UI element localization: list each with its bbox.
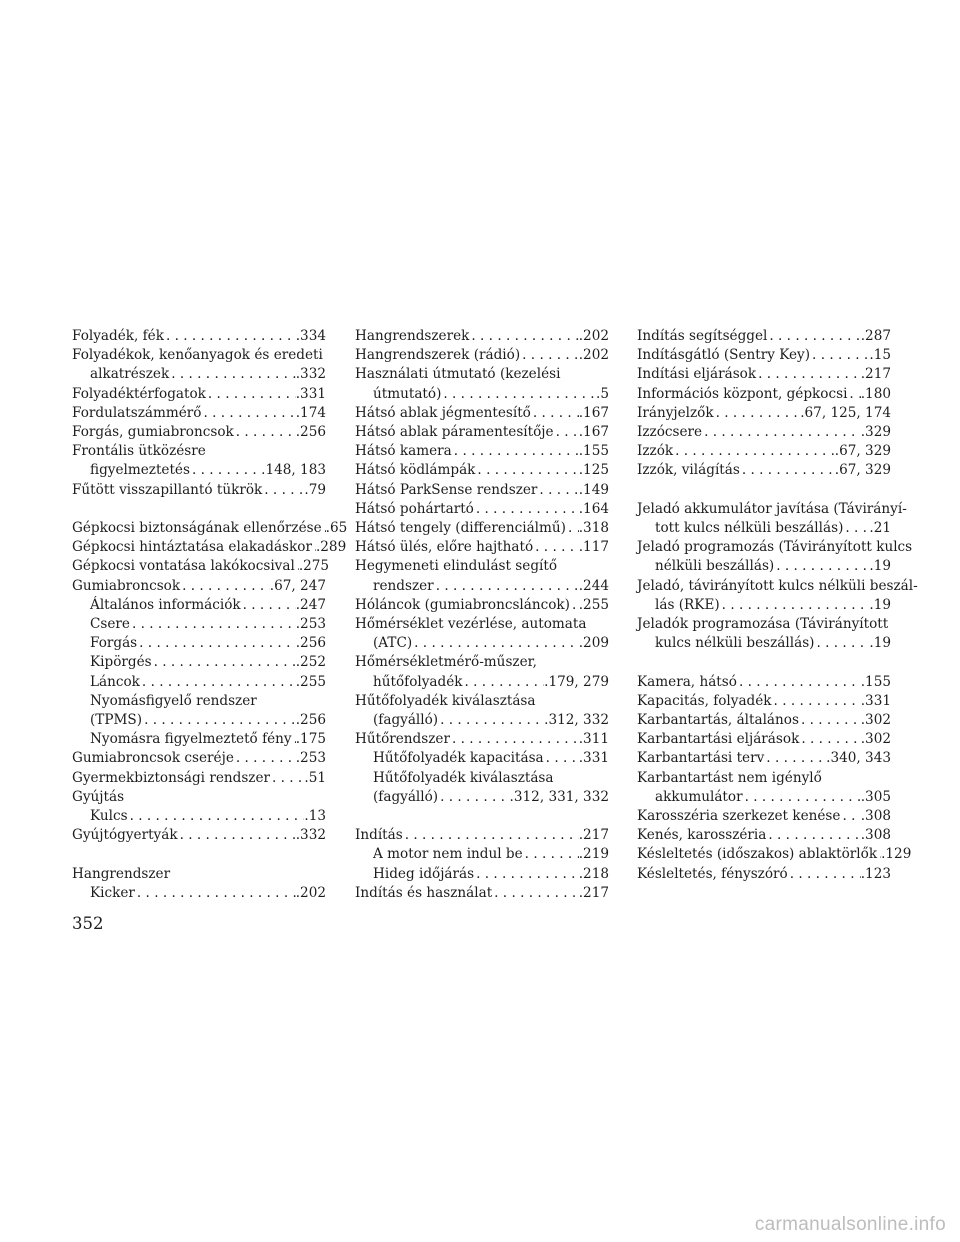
page-reference: .167 <box>578 404 609 421</box>
dot-leader <box>241 596 296 615</box>
index-entry <box>72 711 326 730</box>
index-term: (ATC) <box>373 635 413 652</box>
page-reference: .180 <box>860 385 891 402</box>
dot-leader <box>450 730 579 749</box>
dot-leader <box>403 826 579 845</box>
page-reference: .219 <box>578 846 609 863</box>
index-entry <box>72 807 326 826</box>
page-reference: .331 <box>295 385 326 402</box>
index-entry <box>637 634 891 653</box>
index-entry <box>355 500 609 519</box>
page-reference: .13 <box>304 808 326 825</box>
dot-leader <box>438 788 509 807</box>
index-term: Izzók, világítás <box>637 462 740 479</box>
dot-leader <box>772 692 861 711</box>
index-term: (fagyálló) <box>373 712 439 729</box>
dot-leader <box>843 519 869 538</box>
page-reference: .123 <box>860 865 891 882</box>
dot-leader <box>737 673 861 692</box>
index-heading: Hegymeneti elindulást segítő <box>355 558 558 575</box>
index-term: Hűtőfolyadék kapacitása <box>373 750 544 767</box>
page-reference: .155 <box>860 673 891 690</box>
index-term: Kicker <box>90 884 135 901</box>
dot-leader <box>756 365 861 384</box>
page-reference: .15 <box>869 347 891 364</box>
index-term: Gépkocsi hintáztatása elakadáskor <box>72 539 312 556</box>
page-reference: .174 <box>295 404 326 421</box>
dot-leader <box>164 327 296 346</box>
page-reference: .308 <box>860 827 891 844</box>
index-term: Hátsó ablak jégmentesítő <box>355 404 531 421</box>
index-entry <box>637 442 891 461</box>
page-reference: .308 <box>860 808 891 825</box>
index-heading: Jeladó, távirányított kulcs nélküli beszál- <box>637 577 918 594</box>
page-reference: .202 <box>578 347 609 364</box>
index-entry <box>355 346 609 365</box>
dot-leader <box>799 711 861 730</box>
page-reference: .19 <box>869 635 891 652</box>
index-heading: Jeladó akkumulátor javítása (Távirányí- <box>637 500 907 517</box>
dot-leader <box>847 385 860 404</box>
index-term: Kamera, hátsó <box>637 673 737 690</box>
index-heading: Jeladók programozása (Távirányított <box>637 616 889 633</box>
index-entry <box>72 385 326 404</box>
index-spacer <box>637 653 891 672</box>
index-term: Láncok <box>90 673 140 690</box>
dot-leader <box>533 538 579 557</box>
index-heading: Gyújtás <box>72 788 125 805</box>
index-term: akkumulátor <box>655 788 743 805</box>
index-heading: Folyadékok, kenőanyagok és eredeti <box>72 347 323 364</box>
index-term: alkatrészek <box>90 366 170 383</box>
index-entry <box>72 730 326 749</box>
page-reference: .79 <box>304 481 326 498</box>
index-term: Nyomásra figyelmeztető fény <box>90 731 292 748</box>
dot-leader <box>137 634 296 653</box>
dot-leader <box>492 884 579 903</box>
index-term: Karbantartás, általános <box>637 712 799 729</box>
dot-leader <box>140 673 296 692</box>
index-entry <box>637 365 891 384</box>
index-heading: Hőmérsékletmérő-műszer, <box>355 654 537 671</box>
watermark: carmanualsonline.info <box>754 1214 946 1235</box>
page-reference: .253 <box>295 750 326 767</box>
index-entry <box>72 577 326 596</box>
page-reference: .155 <box>578 443 609 460</box>
dot-leader <box>544 749 579 768</box>
page-reference: .21 <box>869 520 891 537</box>
index-entry <box>72 826 326 845</box>
index-entry <box>72 884 326 903</box>
index-entry <box>355 538 609 557</box>
page-reference: .218 <box>578 865 609 882</box>
dot-leader <box>474 865 579 884</box>
index-entry <box>355 634 609 653</box>
page-reference: .256 <box>295 424 326 441</box>
dot-leader <box>814 634 869 653</box>
index-column-1 <box>72 327 348 903</box>
index-term: Hátsó ködlámpák <box>355 462 476 479</box>
page-reference: .331 <box>578 750 609 767</box>
dot-leader <box>135 884 296 903</box>
index-term: Információs központ, gépkocsi <box>637 385 848 402</box>
index-term: Csere <box>90 616 130 633</box>
index-term: útmutató) <box>373 385 442 402</box>
index-term: rendszer <box>373 577 434 594</box>
index-heading: Hőmérséklet vezérlése, automata <box>355 616 587 633</box>
page-reference: .149 <box>578 481 609 498</box>
index-heading: Karbantartást nem igénylő <box>637 769 822 786</box>
page-reference: .302 <box>860 712 891 729</box>
index-entry <box>72 634 326 653</box>
index-entry <box>355 884 609 903</box>
index-entry <box>355 519 609 538</box>
index-term: Izzócsere <box>637 424 703 441</box>
index-term: Forgás <box>90 635 138 652</box>
index-entry <box>355 865 609 884</box>
index-term: Általános információk <box>90 596 241 613</box>
dot-leader <box>523 845 579 864</box>
index-entry <box>355 673 609 692</box>
index-term: tott kulcs nélküli beszállás) <box>655 520 844 537</box>
dot-leader <box>799 730 860 749</box>
page-reference: .5 <box>596 385 609 402</box>
index-term: Indítás és használat <box>355 884 493 901</box>
index-entry <box>72 653 326 672</box>
dot-leader <box>206 385 296 404</box>
index-term: Hátsó ParkSense rendszer <box>355 481 538 498</box>
index-entry <box>637 711 891 730</box>
page-reference: .302 <box>860 731 891 748</box>
index-term: Késleltetés, fényszóró <box>637 865 788 882</box>
dot-leader <box>767 327 860 346</box>
index-term: (fagyálló) <box>373 788 439 805</box>
index-entry <box>637 845 912 864</box>
page-reference: .256 <box>295 712 326 729</box>
index-entry <box>637 807 891 826</box>
page-reference: .311 <box>578 731 609 748</box>
index-entry <box>637 385 891 404</box>
page-reference: .332 <box>295 827 326 844</box>
index-entry <box>355 423 609 442</box>
page-reference: .244 <box>578 577 609 594</box>
index-entry <box>72 749 326 768</box>
page-reference: .67, 329 <box>834 443 891 460</box>
index-entry <box>72 327 326 346</box>
index-term: Hangrendszerek <box>355 328 470 344</box>
page-reference: .332 <box>295 366 326 383</box>
page-reference: .289 <box>315 539 347 556</box>
index-term: A motor nem indul be <box>373 846 523 863</box>
dot-leader <box>554 423 579 442</box>
index-entry <box>355 749 609 768</box>
index-term: nélküli beszállás) <box>655 558 775 575</box>
index-term: Indítás <box>355 827 403 844</box>
index-entry <box>355 711 609 730</box>
dot-leader <box>537 481 578 500</box>
index-entry <box>355 404 609 423</box>
index-entry <box>637 826 891 845</box>
index-entry <box>637 730 891 749</box>
dot-leader <box>469 327 578 346</box>
dot-leader <box>412 634 579 653</box>
index-term: Hátsó kamera <box>355 443 452 460</box>
index-entry <box>72 557 330 576</box>
page-reference: .255 <box>578 596 609 613</box>
page-reference: .305 <box>860 788 891 805</box>
page-reference: .19 <box>869 596 891 613</box>
page-number: 352 <box>72 914 104 933</box>
index-entry <box>355 327 609 346</box>
page-reference: .164 <box>578 500 609 517</box>
dot-leader <box>774 557 869 576</box>
index-term: Folyadék, fék <box>72 328 164 344</box>
index-term: Hóláncok (gumiabroncsláncok) <box>355 596 570 613</box>
index-term: Késleltetés (időszakos) ablaktörlők <box>637 846 878 863</box>
page-reference: .255 <box>295 673 326 690</box>
dot-leader <box>190 461 261 480</box>
index-term: Gépkocsi vontatása lakókocsival <box>72 558 295 575</box>
index-term: Folyadéktérfogatok <box>72 385 206 402</box>
page-reference: .125 <box>578 462 609 479</box>
page-reference: .51 <box>304 769 326 786</box>
index-entry <box>72 461 326 480</box>
dot-leader <box>270 769 304 788</box>
index-entry <box>355 826 609 845</box>
index-entry <box>637 346 891 365</box>
index-spacer <box>72 845 326 864</box>
dot-leader <box>531 404 579 423</box>
index-entry <box>72 481 326 500</box>
index-heading: Használati útmutató (kezelési <box>355 366 561 383</box>
index-term: Hátsó ablak páramentesítője <box>355 424 554 441</box>
dot-leader <box>743 788 861 807</box>
index-entry <box>72 615 326 634</box>
index-term: figyelmeztetés <box>90 462 190 479</box>
page-reference: .252 <box>295 654 326 671</box>
page-reference: .275 <box>298 558 330 575</box>
index-entry <box>355 596 609 615</box>
dot-leader <box>178 826 296 845</box>
dot-leader <box>438 711 544 730</box>
index-spacer <box>72 500 326 519</box>
index-entry <box>355 788 609 807</box>
index-entry <box>355 385 609 404</box>
index-term: (TPMS) <box>90 712 143 729</box>
dot-leader <box>142 711 296 730</box>
index-heading: Hangrendszer <box>72 865 171 882</box>
page-reference: .287 <box>860 328 891 344</box>
index-term: Indításgátló (Sentry Key) <box>637 347 811 364</box>
page-reference: .129 <box>881 846 912 863</box>
index-entry <box>72 423 326 442</box>
index-term: Kipörgés <box>90 654 152 671</box>
index-term: Hátsó pohártartó <box>355 500 474 517</box>
index-entry <box>355 481 609 500</box>
dot-leader <box>570 596 579 615</box>
index-term: lás (RKE) <box>655 596 720 613</box>
index-entry <box>355 730 609 749</box>
index-term: Kapacitás, folyadék <box>637 692 772 709</box>
dot-leader <box>673 442 835 461</box>
page-reference: .340, 343 <box>826 750 891 767</box>
dot-leader <box>810 346 869 365</box>
page-reference: .148, 183 <box>261 462 326 479</box>
page-reference: .217 <box>578 884 609 901</box>
index-term: Gyújtógyertyák <box>72 827 178 844</box>
page-reference: .312, 331, 332 <box>509 788 609 805</box>
index-entry <box>355 845 609 864</box>
page-reference: .167 <box>578 424 609 441</box>
index-heading: Jeladó programozás (Távirányított kulcs <box>637 539 913 556</box>
index-entry <box>355 442 609 461</box>
index-term: Karosszéria szerkezet kenése <box>637 808 841 825</box>
dot-leader <box>764 749 826 768</box>
index-heading: Hűtőfolyadék kiválasztása <box>355 692 536 709</box>
index-entry <box>637 749 891 768</box>
dot-leader <box>463 673 545 692</box>
index-term: Hátsó ülés, előre hajtható <box>355 539 534 556</box>
index-entry <box>72 596 326 615</box>
dot-leader <box>566 519 579 538</box>
dot-leader <box>128 807 305 826</box>
index-term: Hűtőrendszer <box>355 731 450 748</box>
index-entry <box>72 365 326 384</box>
dot-leader <box>169 365 295 384</box>
dot-leader <box>475 461 578 480</box>
page-reference: .67, 329 <box>834 462 891 479</box>
index-term: kulcs nélküli beszállás) <box>655 635 815 652</box>
dot-leader <box>520 346 579 365</box>
index-term: Karbantartási eljárások <box>637 731 800 748</box>
index-term: Fűtött visszapillantó tükrök <box>72 481 263 498</box>
page-reference: .217 <box>578 827 609 844</box>
index-term: Kenés, karosszéria <box>637 827 767 844</box>
index-column-2 <box>355 327 609 903</box>
index-entry <box>637 692 891 711</box>
page-reference: .67, 125, 174 <box>800 404 891 421</box>
page-reference: .209 <box>578 635 609 652</box>
dot-leader <box>202 404 296 423</box>
page-reference: .179, 279 <box>544 673 609 690</box>
page-reference: .67, 247 <box>269 577 326 594</box>
page-reference: .175 <box>295 731 326 748</box>
dot-leader <box>234 749 296 768</box>
index-entry <box>637 327 891 346</box>
index-term: Gumiabroncsok cseréje <box>72 750 234 767</box>
index-term: Hangrendszerek (rádió) <box>355 347 521 364</box>
page-reference: .65 <box>325 520 348 537</box>
page-reference: .329 <box>860 424 891 441</box>
index-entry <box>637 461 891 480</box>
dot-leader <box>720 596 870 615</box>
dot-leader <box>702 423 861 442</box>
index-term: Hátsó tengely (differenciálmű) <box>355 520 566 537</box>
page-reference: .217 <box>860 366 891 383</box>
dot-leader <box>152 653 296 672</box>
dot-leader <box>840 807 860 826</box>
index-spacer <box>637 481 891 500</box>
index-entry <box>637 404 891 423</box>
index-entry <box>72 769 326 788</box>
index-term: Hideg időjárás <box>373 865 475 882</box>
dot-leader <box>130 615 296 634</box>
index-heading: Frontális ütközésre <box>72 443 206 460</box>
index-term: Irányjelzők <box>637 404 714 421</box>
index-term: Izzók <box>637 443 674 460</box>
index-entry <box>72 404 326 423</box>
page-reference: .318 <box>578 520 609 537</box>
dot-leader <box>452 442 579 461</box>
page-reference: .202 <box>578 328 609 344</box>
index-term: hűtőfolyadék <box>373 673 463 690</box>
dot-leader <box>234 423 296 442</box>
index-heading: Nyomásfigyelő rendszer <box>90 692 257 709</box>
page-reference: .253 <box>295 616 326 633</box>
index-entry <box>72 519 348 538</box>
dot-leader <box>441 385 596 404</box>
page-reference: .19 <box>869 558 891 575</box>
index-entry <box>355 461 609 480</box>
index-term: Indítási eljárások <box>637 366 757 383</box>
index-entry <box>637 423 891 442</box>
index-heading: Hűtőfolyadék kiválasztása <box>373 769 554 786</box>
index-term: Karbantartási terv <box>637 750 765 767</box>
index-entry <box>637 596 891 615</box>
dot-leader <box>262 481 304 500</box>
index-spacer <box>355 807 609 826</box>
index-entry <box>637 557 891 576</box>
dot-leader <box>714 404 801 423</box>
index-term: Forgás, gumiabroncsok <box>72 424 234 441</box>
dot-leader <box>474 500 579 519</box>
index-term: Gyermekbiztonsági rendszer <box>72 769 270 786</box>
page-reference: .256 <box>295 635 326 652</box>
page-reference: .202 <box>295 884 326 901</box>
page-reference: .334 <box>295 328 326 344</box>
index-entry <box>637 865 891 884</box>
dot-leader <box>766 826 860 845</box>
index-column-3 <box>637 327 918 884</box>
page-reference: .312, 332 <box>544 712 609 729</box>
index-entry <box>637 788 891 807</box>
dot-leader <box>180 577 270 596</box>
page-reference: .331 <box>860 692 891 709</box>
index-term: Fordulatszámmérő <box>72 404 202 421</box>
index-entry <box>637 673 891 692</box>
index-term: Indítás segítséggel <box>637 328 768 344</box>
index-entry <box>355 577 609 596</box>
page-reference: .117 <box>578 539 609 556</box>
index-entry <box>72 673 326 692</box>
dot-leader <box>788 865 861 884</box>
index-term: Gumiabroncsok <box>72 577 181 594</box>
index-term: Gépkocsi biztonságának ellenőrzése <box>72 520 322 537</box>
page-reference: .247 <box>295 596 326 613</box>
index-entry <box>637 519 891 538</box>
dot-leader <box>740 461 835 480</box>
index-term: Kulcs <box>90 808 128 825</box>
index-entry <box>72 538 347 557</box>
dot-leader <box>434 577 579 596</box>
